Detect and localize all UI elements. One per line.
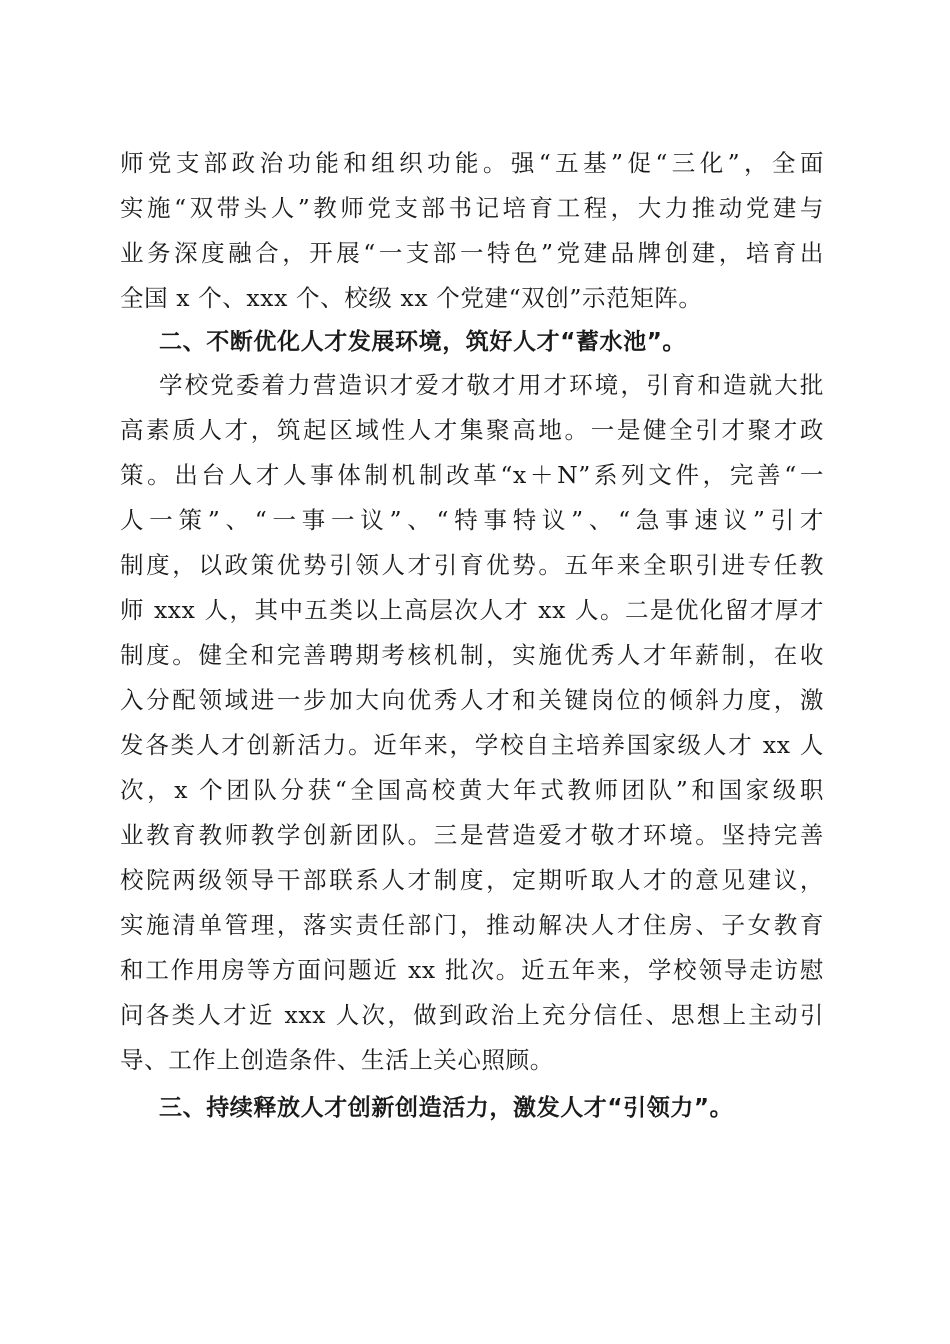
paragraph-2-line-4: 人一策”、“一事一议”、“特事特议”、“急事速议”引才 bbox=[120, 506, 824, 534]
paragraph-2-line-13: 实施清单管理，落实责任部门，推动解决人才住房、子女教育 bbox=[120, 911, 824, 939]
paragraph-2-line-14: 和工作用房等方面问题近 xx 批次。近五年来，学校领导走访慰 bbox=[120, 956, 824, 984]
paragraph-1-line-2: 实施“双带头人”教师党支部书记培育工程，大力推动党建与 bbox=[120, 194, 824, 222]
paragraph-2-line-5: 制度，以政策优势引领人才引育优势。五年来全职引进专任教 bbox=[120, 551, 824, 579]
paragraph-2-line-15: 问各类人才近 xxx 人次，做到政治上充分信任、思想上主动引 bbox=[120, 1001, 824, 1029]
paragraph-2-line-11: 业教育教师教学创新团队。三是营造爱才敬才环境。坚持完善 bbox=[120, 821, 824, 849]
section-heading-2: 二、不断优化人才发展环境，筑好人才“蓄水池”。 bbox=[159, 329, 687, 355]
paragraph-2-line-1: 学校党委着力营造识才爱才敬才用才环境，引育和造就大批 bbox=[159, 371, 824, 399]
paragraph-1-line-1: 师党支部政治功能和组织功能。强“五基”促“三化”，全面 bbox=[120, 149, 824, 177]
paragraph-2-line-3: 策。出台人才人事体制机制改革“x＋N”系列文件，完善“一 bbox=[120, 461, 824, 489]
paragraph-2-line-7: 制度。健全和完善聘期考核机制，实施优秀人才年薪制，在收 bbox=[120, 641, 824, 669]
paragraph-2-line-9: 发各类人才创新活力。近年来，学校自主培养国家级人才 xx 人 bbox=[120, 731, 824, 759]
paragraph-1-line-3: 业务深度融合，开展“一支部一特色”党建品牌创建，培育出 bbox=[120, 239, 824, 267]
paragraph-1-line-4: 全国 x 个、xxx 个、校级 xx 个党建“双创”示范矩阵。 bbox=[120, 284, 703, 312]
paragraph-2-line-8: 入分配领域进一步加大向优秀人才和关键岗位的倾斜力度，激 bbox=[120, 686, 824, 714]
paragraph-2-line-10: 次，x 个团队分获“全国高校黄大年式教师团队”和国家级职 bbox=[120, 776, 824, 804]
paragraph-2-line-12: 校院两级领导干部联系人才制度，定期听取人才的意见建议， bbox=[120, 866, 824, 894]
section-heading-3: 三、持续释放人才创新创造活力，激发人才“引领力”。 bbox=[159, 1095, 734, 1121]
paragraph-2-line-2: 高素质人才，筑起区域性人才集聚高地。一是健全引才聚才政 bbox=[120, 416, 824, 444]
paragraph-2-line-16: 导、工作上创造条件、生活上关心照顾。 bbox=[120, 1046, 554, 1074]
paragraph-2-line-6: 师 xxx 人，其中五类以上高层次人才 xx 人。二是优化留才厚才 bbox=[120, 596, 824, 624]
